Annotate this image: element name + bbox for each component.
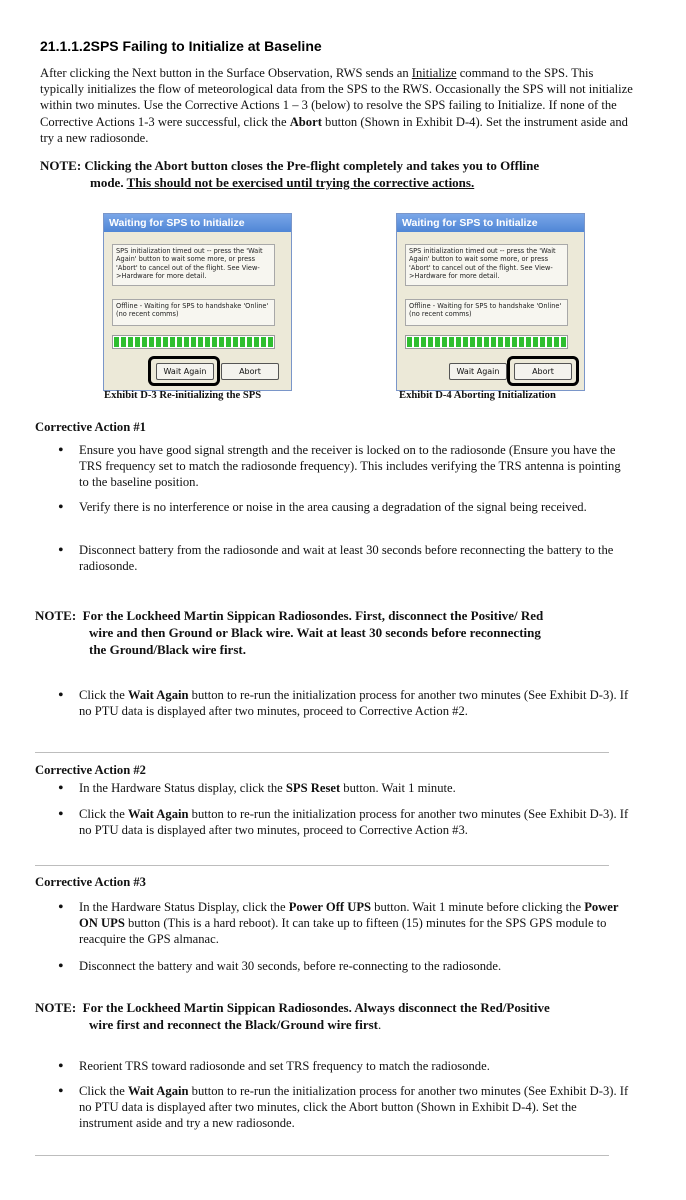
dialog-aborting	[396, 213, 585, 391]
text: button. Wait 1 minute.	[340, 781, 456, 795]
ca3-bullet-4	[79, 1083, 631, 1132]
dialog-reinitializing	[103, 213, 292, 391]
ca2-bullet-2	[79, 806, 631, 838]
intro-text-2: command to the SPS. This typically initializes the flow of meteorological data from the SPS to the RWS. Occasionally the SPS will not initialize within two minutes. Use the Corrective Actions 1 – 3 (below) to resolve the SPS failing to Initialize. If none of the Corrective Actions 1-3 were successful, click the	[40, 66, 633, 129]
ca3-bullet-2: Disconnect the battery and wait 30 seconds, before re-connecting to the radiosonde.	[79, 959, 502, 973]
note-line-1: For the Lockheed Martin Sippican Radiosondes. Always disconnect the Red/Positive	[82, 1000, 550, 1015]
text: button to re-run the initialization process for another two minutes (See Exhibit D-3). If no PTU data is displayed after two minutes, proceed to Corrective Action #2.	[79, 688, 629, 719]
note-abort-line2	[90, 174, 650, 191]
note-label: NOTE:	[40, 158, 82, 173]
divider	[35, 752, 609, 753]
intro-text-1: After clicking the Next button in the Surface Observation, RWS sends an	[40, 66, 412, 80]
wait-again-button[interactable]: Wait Again	[449, 363, 507, 380]
wait-again-term: Wait Again	[127, 1084, 189, 1098]
intro-paragraph	[40, 65, 640, 146]
text: In the Hardware Status Display, click the	[79, 900, 289, 914]
highlight-abort	[507, 356, 579, 386]
power-on-ups-term: Power ON UPS	[79, 900, 619, 931]
note-sippican-1	[35, 607, 645, 624]
note-sippican-2-line2	[89, 1016, 649, 1033]
dialog-title: Waiting for SPS to Initialize	[104, 214, 291, 232]
note-sippican-1-line3: the Ground/Black wire first.	[89, 642, 246, 657]
bullet-dot: •	[58, 1058, 64, 1075]
ca1-bullet-2: Verify there is no interference or noise in the area causing a degradation of the signal being received.	[79, 500, 587, 514]
dialog-message: SPS initialization timed out -- press the 'Wait Again' button to wait some more, or press 'Abort' to cancel out of the flight. See View->Hardware for more detail.	[405, 244, 568, 286]
exhibit-d3-caption: Exhibit D-3 Re-initializing the SPS	[104, 390, 262, 401]
note-text-line1: Clicking the Abort button closes the Pre-flight completely and takes you to Offline	[84, 158, 540, 173]
ca2-bullet-1	[79, 780, 631, 796]
dialog-message: SPS initialization timed out -- press the 'Wait Again' button to wait some more, or press 'Abort' to cancel out of the flight. See View->Hardware for more detail.	[112, 244, 275, 286]
divider	[35, 1155, 609, 1156]
progress-fill	[114, 337, 273, 347]
ca1-bullet-1: Ensure you have good signal strength and the receiver is locked on to the radiosonde (Ensure you have the TRS frequency set to match the radiosonde frequency). This includes verifying the TRS antenna is pointing to the baseline position.	[79, 443, 621, 490]
initialize-term: Initialize	[411, 66, 457, 80]
note-abort	[40, 157, 640, 174]
bullet-dot: •	[58, 1083, 64, 1100]
note-text-line2a: mode.	[90, 175, 127, 190]
dialog-status: Offline - Waiting for SPS to handshake 'Online' (no recent comms)	[405, 299, 568, 326]
progress-fill	[407, 337, 566, 347]
ca3-bullet-3: Reorient TRS toward radiosonde and set TRS frequency to match the radiosonde.	[79, 1059, 490, 1073]
bullet-dot: •	[58, 780, 64, 797]
note-text-line2b: This should not be exercised until trying the corrective actions.	[126, 175, 475, 190]
bullet-dot: •	[58, 899, 64, 916]
section-title: SPS Failing to Initialize at Baseline	[90, 38, 322, 54]
abort-button[interactable]: Abort	[514, 363, 572, 380]
text: button (This is a hard reboot). It can take up to fifteen (15) minutes for the SPS GPS module to reacquire the GPS almanac.	[79, 916, 607, 947]
sps-reset-term: SPS Reset	[285, 781, 341, 795]
text: Click the	[79, 1084, 128, 1098]
note-line-2: wire first and reconnect the Black/Ground wire first	[89, 1017, 378, 1032]
section-number: 21.1.1.2	[40, 38, 91, 54]
dialog-title: Waiting for SPS to Initialize	[397, 214, 584, 232]
wait-again-term: Wait Again	[127, 688, 189, 702]
highlight-wait-again	[148, 356, 220, 386]
bullet-dot: •	[58, 958, 64, 975]
text: Click the	[79, 807, 128, 821]
corrective-action-2-title: Corrective Action #2	[35, 763, 146, 777]
text: button to re-run the initialization process for another two minutes (See Exhibit D-3). If no PTU data is displayed after two minutes, proceed to Corrective Action #3.	[79, 807, 629, 838]
ca1-bullet-3: Disconnect battery from the radiosonde and wait at least 30 seconds before reconnecting the battery to the radiosonde.	[79, 543, 614, 574]
bullet-dot: •	[58, 806, 64, 823]
dialog-status: Offline - Waiting for SPS to handshake 'Online' (no recent comms)	[112, 299, 275, 326]
corrective-action-3-title: Corrective Action #3	[35, 875, 146, 889]
note-line-1: For the Lockheed Martin Sippican Radiosondes. First, disconnect the Positive/ Red	[82, 608, 544, 623]
text: Click the	[79, 688, 128, 702]
ca1-bullet-4	[79, 687, 631, 719]
ca3-bullet-1	[79, 899, 631, 948]
progress-bar	[112, 335, 275, 349]
abort-term: Abort	[289, 114, 322, 129]
bullet-dot: •	[58, 542, 64, 559]
text: button to re-run the initialization process for another two minutes (See Exhibit D-3). If no PTU data is displayed after two minutes, click the Abort button (Shown in Exhibit D-4). Set the instrument aside and try a new radiosonde.	[79, 1084, 629, 1131]
period: .	[377, 1017, 382, 1032]
bullet-dot: •	[58, 442, 64, 459]
text: button. Wait 1 minute before clicking the	[371, 900, 585, 914]
corrective-action-1-title: Corrective Action #1	[35, 420, 146, 434]
wait-again-term: Wait Again	[127, 807, 189, 821]
note-sippican-1-line2: wire and then Ground or Black wire. Wait at least 30 seconds before reconnecting	[89, 625, 541, 640]
divider	[35, 865, 609, 866]
note-label: NOTE:	[35, 1000, 77, 1015]
bullet-dot: •	[58, 499, 64, 516]
note-sippican-2	[35, 999, 655, 1016]
progress-bar	[405, 335, 568, 349]
exhibit-d4-caption: Exhibit D-4 Aborting Initialization	[399, 390, 556, 401]
abort-button[interactable]: Abort	[221, 363, 279, 380]
intro-text-3: button (Shown in Exhibit D-4). Set the instrument aside and try a new radiosonde.	[40, 114, 628, 145]
wait-again-button[interactable]: Wait Again	[156, 363, 214, 380]
note-label: NOTE:	[35, 608, 77, 623]
power-off-ups-term: Power Off UPS	[288, 900, 372, 914]
bullet-dot: •	[58, 687, 64, 704]
section-heading	[40, 38, 322, 54]
text: In the Hardware Status display, click the	[79, 781, 286, 795]
